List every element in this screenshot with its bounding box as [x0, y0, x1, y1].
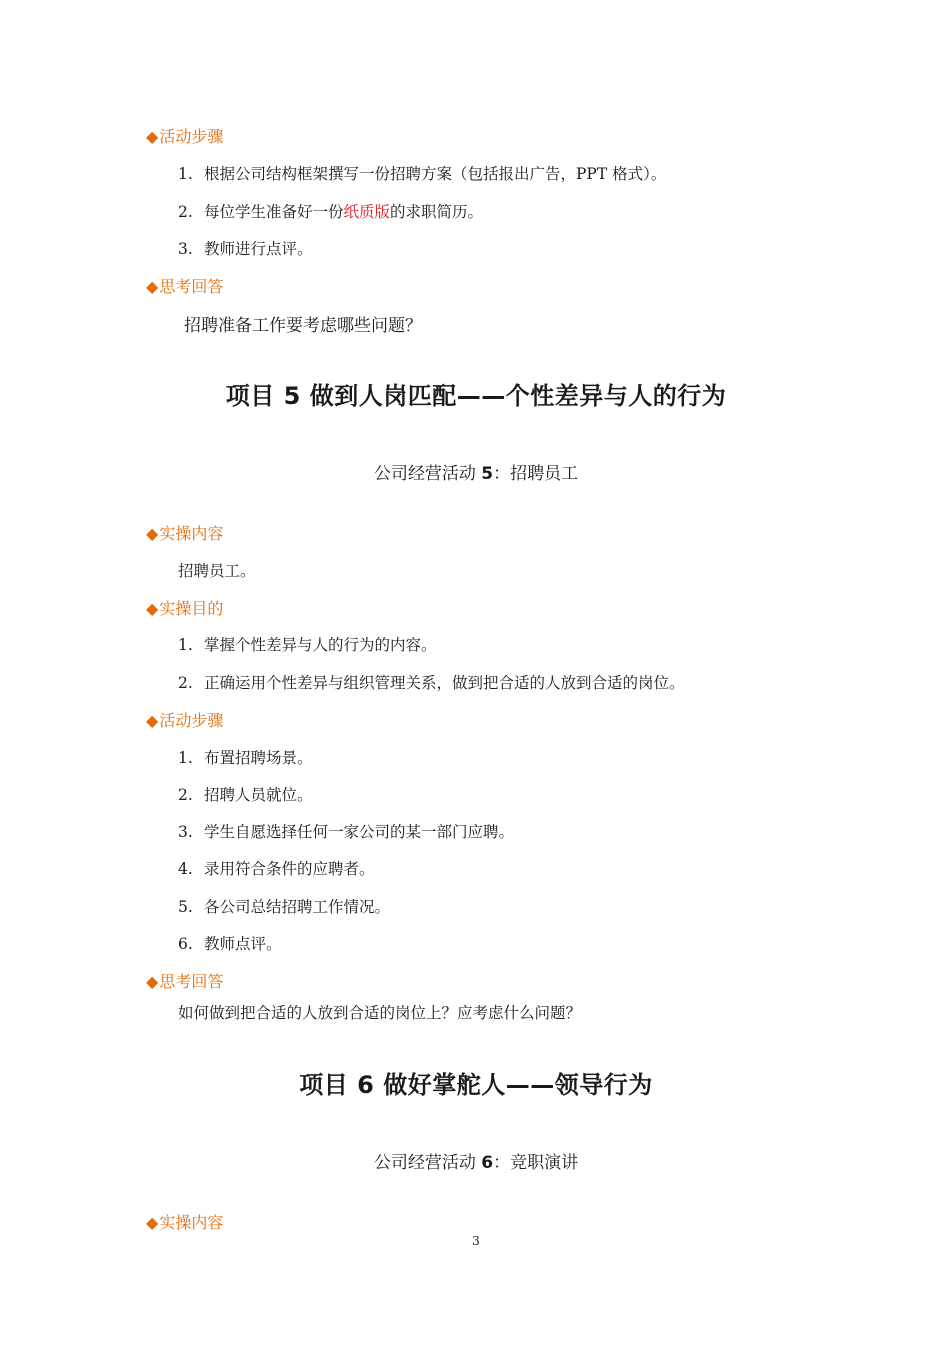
list-item: 1. 布置招聘场景。 — [178, 749, 313, 767]
diamond-bullet-icon: ◆ — [146, 599, 159, 618]
activity-title: 公司经营活动 6：竞职演讲 — [373, 1153, 579, 1173]
section-heading-activity-steps: ◆活动步骤 — [146, 127, 224, 146]
section-heading-think: ◆思考回答 — [146, 277, 224, 296]
highlighted-text: 纸质版 — [343, 203, 391, 221]
list-item: 2. 招聘人员就位。 — [178, 786, 313, 804]
list-item: 6. 教师点评。 — [178, 935, 282, 953]
list-item: 3. 学生自愿选择任何一家公司的某一部门应聘。 — [178, 823, 515, 841]
list-item: 4. 录用符合条件的应聘者。 — [178, 860, 375, 878]
diamond-bullet-icon: ◆ — [146, 277, 159, 296]
list-item: 2. 每位学生准备好一份纸质版的求职简历。 — [178, 203, 484, 221]
diamond-bullet-icon: ◆ — [146, 711, 159, 730]
section-heading-think: ◆思考回答 — [146, 972, 224, 991]
diamond-bullet-icon: ◆ — [146, 1213, 159, 1232]
diamond-bullet-icon: ◆ — [146, 972, 159, 991]
section-heading-content: ◆实操内容 — [146, 1213, 224, 1232]
section-heading-goal: ◆实操目的 — [146, 599, 224, 618]
list-item: 5. 各公司总结招聘工作情况。 — [178, 898, 391, 916]
section-heading-content: ◆实操内容 — [146, 524, 224, 543]
page-number: 3 — [472, 1234, 480, 1248]
list-item: 1. 根据公司结构框架撰写一份招聘方案（包括报出广告，PPT 格式）。 — [178, 165, 667, 183]
project-title: 项目 6 做好掌舵人——领导行为 — [299, 1071, 653, 1099]
activity-title: 公司经营活动 5：招聘员工 — [373, 464, 579, 484]
section-heading-activity-steps: ◆活动步骤 — [146, 711, 224, 730]
project-title: 项目 5 做到人岗匹配——个性差异与人的行为 — [225, 382, 727, 410]
think-question: 招聘准备工作要考虑哪些问题？ — [184, 316, 422, 336]
list-item: 2. 正确运用个性差异与组织管理关系，做到把合适的人放到合适的岗位。 — [178, 674, 685, 692]
content-text: 招聘员工。 — [178, 562, 256, 580]
list-item: 3. 教师进行点评。 — [178, 240, 313, 258]
diamond-bullet-icon: ◆ — [146, 524, 159, 543]
diamond-bullet-icon: ◆ — [146, 127, 159, 146]
think-question: 如何做到把合适的人放到合适的岗位上？应考虑什么问题？ — [178, 1004, 582, 1022]
list-item: 1. 掌握个性差异与人的行为的内容。 — [178, 636, 437, 654]
